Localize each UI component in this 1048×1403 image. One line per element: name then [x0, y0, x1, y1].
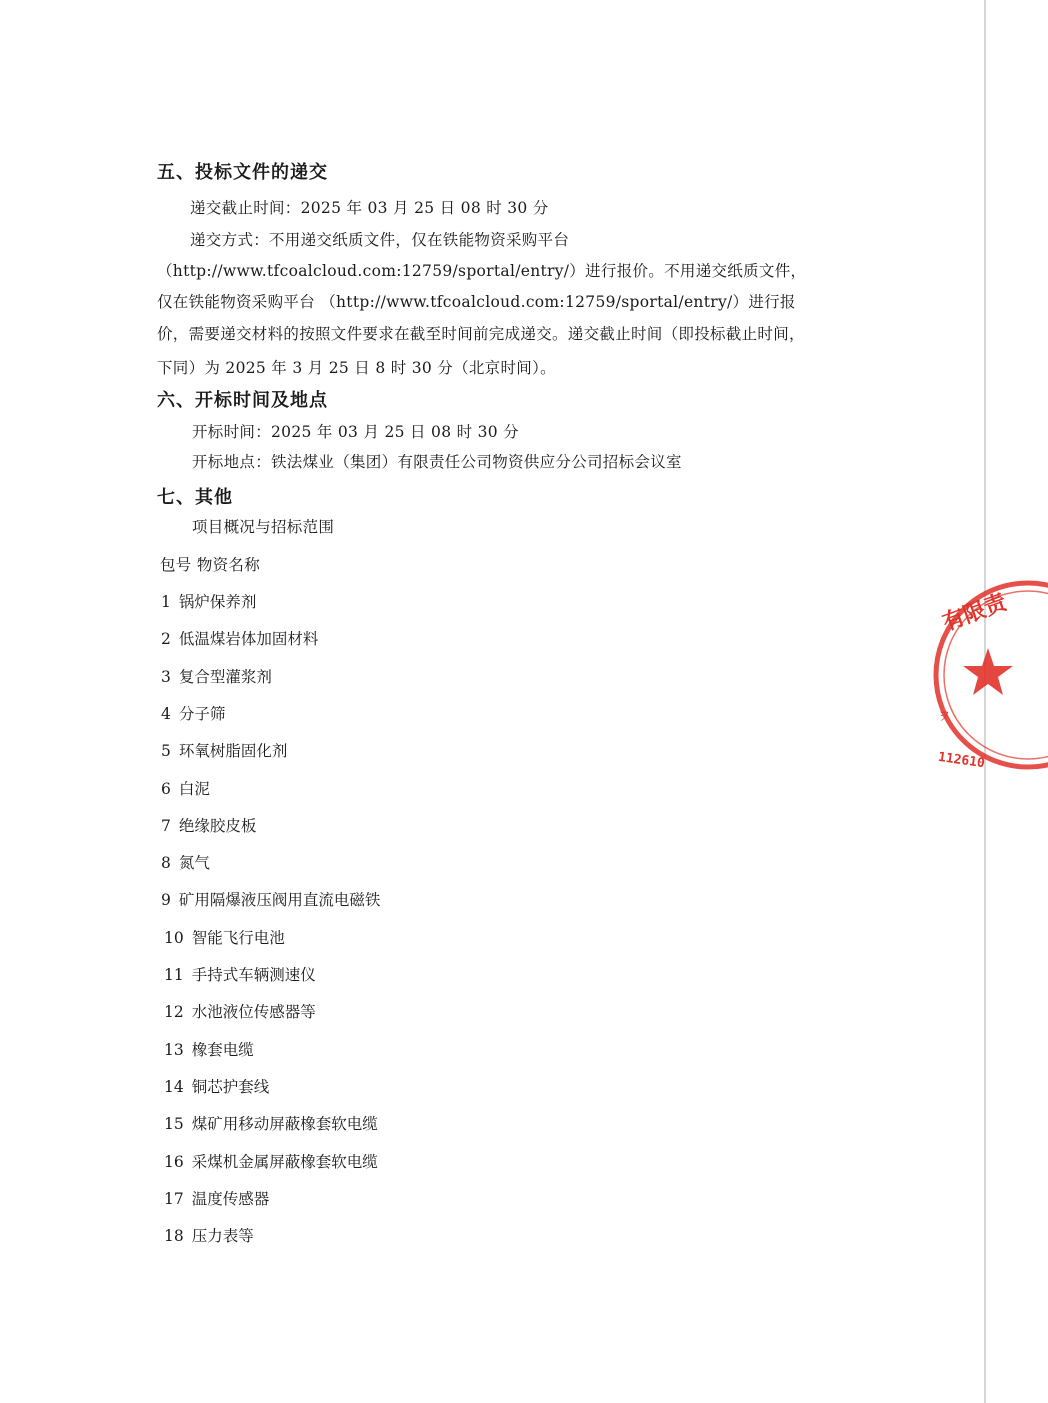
svg-text:ヲ: ヲ	[938, 709, 951, 723]
list-item	[161, 888, 380, 910]
list-item	[161, 702, 225, 724]
item-number: 13	[164, 1040, 184, 1059]
item-name: 橡套电缆	[191, 1040, 254, 1059]
list-item	[161, 590, 256, 612]
seal-star-icon	[963, 648, 1013, 695]
list-item	[164, 1224, 254, 1246]
list-item	[164, 1038, 254, 1060]
item-number: 5	[161, 742, 171, 761]
item-name: 水池液位传感器等	[191, 1003, 316, 1022]
item-number: 2	[161, 630, 171, 649]
submission-method-line3: 仅在铁能物资采购平台 （http://www.tfcoalcloud.com:12759/sportal/entry/）进行报	[157, 293, 796, 311]
items-table-header: 包号 物资名称	[160, 556, 261, 574]
list-item	[161, 814, 256, 836]
item-number: 9	[161, 891, 171, 910]
item-name: 锅炉保养剂	[178, 593, 257, 611]
item-number: 3	[161, 667, 171, 686]
list-item	[161, 777, 210, 799]
list-item	[164, 1112, 378, 1134]
list-item	[161, 851, 210, 873]
item-name: 压力表等	[191, 1227, 254, 1246]
list-item	[161, 627, 318, 649]
item-name: 氮气	[178, 854, 210, 873]
submission-method-line4: 价，需要递交材料的按照文件要求在截至时间前完成递交。递交截止时间（即投标截止时间，	[157, 325, 805, 343]
item-name: 智能飞行电池	[191, 928, 285, 947]
list-item	[164, 926, 285, 948]
submission-method-line1: 递交方式：不用递交纸质文件，仅在铁能物资采购平台	[190, 231, 570, 249]
item-name: 手持式车辆测速仪	[191, 966, 316, 984]
item-number: 12	[164, 1003, 184, 1022]
item-name: 矿用隔爆液压阀用直流电磁铁	[178, 891, 381, 910]
item-number: 1	[161, 593, 171, 611]
item-name: 煤矿用移动屏蔽橡套软电缆	[191, 1115, 378, 1134]
item-number: 14	[164, 1077, 184, 1096]
item-name: 分子筛	[178, 704, 226, 723]
opening-time: 开标时间：2025 年 03 月 25 日 08 时 30 分	[192, 423, 519, 441]
item-number: 7	[161, 816, 171, 835]
item-number: 10	[164, 928, 184, 947]
item-number: 8	[161, 854, 171, 873]
item-number: 18	[164, 1227, 184, 1246]
seal-text-bottom: 112610	[937, 749, 986, 772]
submission-method-line2: （http://www.tfcoalcloud.com:12759/sportal/entry/）进行报价。不用递交纸质文件，	[157, 262, 807, 280]
item-name: 温度传感器	[191, 1189, 270, 1208]
item-name: 采煤机金属屏蔽橡套软电缆	[191, 1152, 378, 1171]
item-name: 环氧树脂固化剂	[178, 742, 288, 761]
item-number: 6	[161, 779, 171, 798]
section6-heading: 六、开标时间及地点	[157, 390, 328, 411]
seal-text-top: 有限责	[939, 589, 1011, 637]
opening-place: 开标地点：铁法煤业（集团）有限责任公司物资供应分公司招标会议室	[192, 453, 682, 471]
section5-heading: 五、投标文件的递交	[157, 162, 328, 183]
project-overview-subheading: 项目概况与招标范围	[192, 518, 335, 536]
item-number: 17	[164, 1189, 184, 1208]
item-name: 白泥	[178, 779, 210, 798]
list-item	[161, 665, 272, 687]
item-number: 15	[164, 1115, 184, 1134]
item-number: 16	[164, 1152, 184, 1171]
item-name: 绝缘胶皮板	[178, 816, 257, 835]
list-item	[161, 739, 287, 761]
list-item	[164, 1187, 269, 1209]
item-name: 低温煤岩体加固材料	[178, 630, 319, 649]
list-item	[164, 1075, 269, 1097]
item-name: 铜芯护套线	[191, 1077, 270, 1096]
item-number: 4	[161, 704, 171, 723]
section7-heading: 七、其他	[157, 487, 233, 508]
submission-deadline: 递交截止时间：2025 年 03 月 25 日 08 时 30 分	[190, 199, 549, 217]
list-item	[164, 1000, 316, 1022]
list-item	[164, 963, 316, 985]
list-item	[164, 1150, 378, 1172]
company-seal-stamp	[928, 570, 1048, 790]
item-number: 11	[164, 966, 184, 984]
submission-method-line5: 下同）为 2025 年 3 月 25 日 8 时 30 分（北京时间）。	[157, 359, 556, 377]
item-name: 复合型灌浆剂	[178, 667, 272, 686]
